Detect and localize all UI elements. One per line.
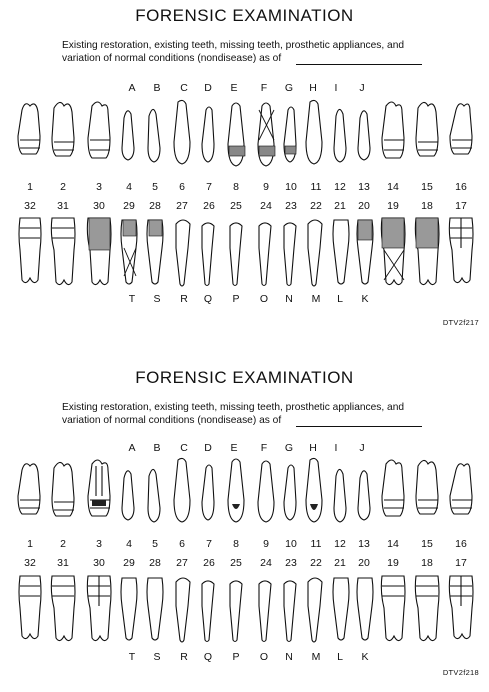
forensic-chart-1 xyxy=(0,0,489,330)
upper-number: 6 xyxy=(179,181,185,193)
upper-number: 13 xyxy=(358,538,370,550)
upper-letter: B xyxy=(153,442,161,454)
upper-number: 16 xyxy=(455,538,467,550)
lower-number: 22 xyxy=(310,200,322,212)
upper-number: 11 xyxy=(310,181,322,193)
upper-letter: B xyxy=(153,82,161,94)
lower-letter: S xyxy=(153,651,161,663)
upper-number: 7 xyxy=(206,181,212,193)
upper-letter: A xyxy=(128,442,136,454)
lower-letter: K xyxy=(361,293,369,305)
upper-number: 8 xyxy=(233,538,239,550)
lower-teeth-row xyxy=(0,572,489,648)
upper-number: 2 xyxy=(60,181,66,193)
lower-number: 30 xyxy=(93,200,105,212)
upper-letter: G xyxy=(284,82,294,94)
upper-number: 3 xyxy=(96,181,102,193)
lower-number: 31 xyxy=(57,557,69,569)
upper-number: 14 xyxy=(387,538,399,550)
lower-number: 29 xyxy=(123,200,135,212)
lower-number: 18 xyxy=(421,200,433,212)
upper-teeth-row xyxy=(0,100,489,178)
upper-letter: E xyxy=(230,82,238,94)
upper-number: 15 xyxy=(421,538,433,550)
upper-letter: E xyxy=(230,442,238,454)
lower-number: 21 xyxy=(334,200,346,212)
upper-number: 1 xyxy=(27,181,33,193)
lower-number: 28 xyxy=(149,200,161,212)
lower-letter: O xyxy=(259,293,269,305)
lower-number: 22 xyxy=(310,557,322,569)
upper-number: 12 xyxy=(334,181,346,193)
upper-letter: C xyxy=(180,442,188,454)
upper-letter: J xyxy=(359,82,365,94)
lower-number: 20 xyxy=(358,557,370,569)
lower-number: 30 xyxy=(93,557,105,569)
upper-number: 9 xyxy=(263,538,269,550)
lower-letter: L xyxy=(337,293,343,305)
lower-letter: N xyxy=(285,651,293,663)
instructions-line-1: Existing restoration, existing teeth, missing teeth, prosthetic appliances, and xyxy=(62,40,405,51)
upper-number: 5 xyxy=(152,181,158,193)
lower-number: 20 xyxy=(358,200,370,212)
lower-number: 28 xyxy=(149,557,161,569)
lower-number: 17 xyxy=(455,557,467,569)
upper-number: 13 xyxy=(358,181,370,193)
lower-number: 19 xyxy=(387,200,399,212)
lower-letter: S xyxy=(153,293,161,305)
lower-number: 31 xyxy=(57,200,69,212)
figure-code: DTV2f217 xyxy=(442,318,479,327)
upper-teeth-row xyxy=(0,456,489,534)
lower-number: 32 xyxy=(24,200,36,212)
upper-letter: I xyxy=(334,442,338,454)
chart-title: FORENSIC EXAMINATION xyxy=(135,368,354,387)
upper-letter: F xyxy=(260,82,268,94)
lower-number: 24 xyxy=(260,557,272,569)
upper-number: 9 xyxy=(263,181,269,193)
upper-teeth-drawing xyxy=(0,456,489,534)
lower-letter: R xyxy=(180,293,188,305)
lower-number: 19 xyxy=(387,557,399,569)
lower-letter: M xyxy=(311,293,321,305)
lower-number: 27 xyxy=(176,200,188,212)
lower-number: 23 xyxy=(285,557,297,569)
upper-number: 3 xyxy=(96,538,102,550)
lower-number: 29 xyxy=(123,557,135,569)
lower-teeth-row xyxy=(0,214,489,290)
upper-number: 5 xyxy=(152,538,158,550)
instructions-line-2: variation of normal conditions (nondisease) as of xyxy=(62,415,282,426)
lower-letter: N xyxy=(285,293,293,305)
lower-letter: O xyxy=(259,651,269,663)
lower-number: 25 xyxy=(230,200,242,212)
upper-number: 8 xyxy=(233,181,239,193)
lower-number: 24 xyxy=(260,200,272,212)
chart-title: FORENSIC EXAMINATION xyxy=(135,6,354,25)
lower-number: 26 xyxy=(203,557,215,569)
lower-number: 23 xyxy=(285,200,297,212)
lower-letter: P xyxy=(232,651,240,663)
lower-letter: R xyxy=(180,651,188,663)
lower-number: 21 xyxy=(334,557,346,569)
upper-number: 4 xyxy=(126,181,132,193)
upper-letter: I xyxy=(334,82,338,94)
upper-number: 16 xyxy=(455,181,467,193)
upper-letter: H xyxy=(309,442,317,454)
date-blank-line xyxy=(296,426,422,427)
upper-letter: J xyxy=(359,442,365,454)
lower-letter: P xyxy=(232,293,240,305)
upper-number: 7 xyxy=(206,538,212,550)
lower-number: 18 xyxy=(421,557,433,569)
lower-number: 32 xyxy=(24,557,36,569)
upper-letter: G xyxy=(284,442,294,454)
upper-number: 6 xyxy=(179,538,185,550)
lower-letter: K xyxy=(361,651,369,663)
upper-number: 14 xyxy=(387,181,399,193)
upper-number: 15 xyxy=(421,181,433,193)
instructions-line-2: variation of normal conditions (nondisease) as of xyxy=(62,53,282,64)
upper-number: 10 xyxy=(285,538,297,550)
lower-letter: T xyxy=(128,293,136,305)
lower-letter: T xyxy=(128,651,136,663)
forensic-chart-2 xyxy=(0,362,489,692)
upper-letter: D xyxy=(204,82,212,94)
upper-letter: D xyxy=(204,442,212,454)
upper-number: 4 xyxy=(126,538,132,550)
lower-teeth-drawing xyxy=(0,572,489,648)
instructions-line-1: Existing restoration, existing teeth, missing teeth, prosthetic appliances, and xyxy=(62,402,405,413)
lower-letter: Q xyxy=(203,651,213,663)
lower-teeth-drawing xyxy=(0,214,489,290)
lower-number: 25 xyxy=(230,557,242,569)
upper-number: 1 xyxy=(27,538,33,550)
upper-letter: H xyxy=(309,82,317,94)
upper-letter: C xyxy=(180,82,188,94)
lower-letter: L xyxy=(337,651,343,663)
lower-letter: M xyxy=(311,651,321,663)
upper-number: 11 xyxy=(310,538,322,550)
lower-number: 17 xyxy=(455,200,467,212)
lower-letter: Q xyxy=(203,293,213,305)
upper-number: 2 xyxy=(60,538,66,550)
lower-number: 26 xyxy=(203,200,215,212)
upper-number: 10 xyxy=(285,181,297,193)
date-blank-line xyxy=(296,64,422,65)
upper-letter: F xyxy=(260,442,268,454)
lower-number: 27 xyxy=(176,557,188,569)
upper-number: 12 xyxy=(334,538,346,550)
upper-teeth-drawing xyxy=(0,100,489,178)
upper-letter: A xyxy=(128,82,136,94)
figure-code: DTV2f218 xyxy=(442,668,479,677)
